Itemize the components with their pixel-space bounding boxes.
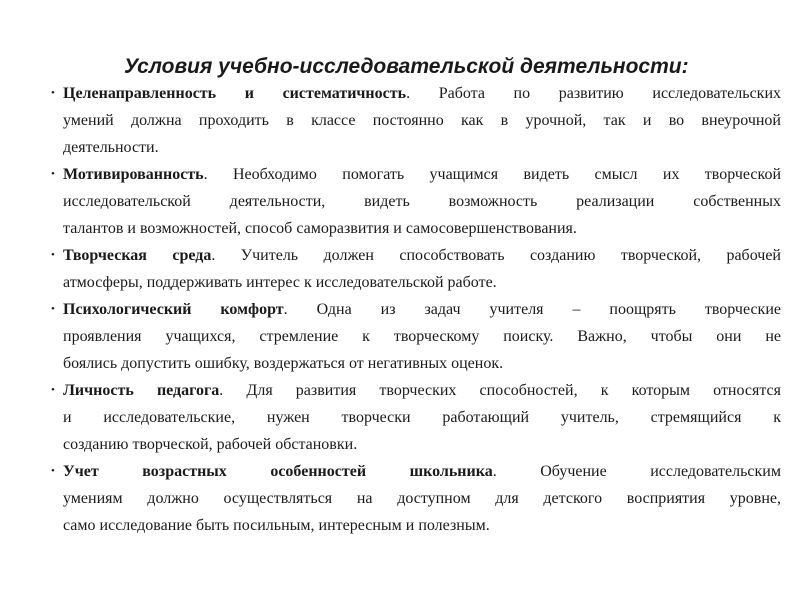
item-line: атмосферы, поддерживать интерес к исследовательской работе. xyxy=(63,274,497,291)
list-item xyxy=(0,377,800,458)
item-line: и исследовательские, нужен творчески работающий учитель, стремящийся к xyxy=(63,409,781,426)
item-text: . Одна из задач учителя – поощрять творческие xyxy=(283,301,781,318)
item-text: . Учитель должен способствовать созданию творческой, рабочей xyxy=(211,247,781,264)
item-line: исследовательской деятельности, видеть возможность реализации собственных xyxy=(63,193,781,210)
item-text: . Необходимо помогать учащимся видеть смысл их творческой xyxy=(203,166,781,183)
item-line: умениям должно осуществляться на доступном для детского восприятия уровне, xyxy=(63,490,781,507)
item-line: талантов и возможностей, способ саморазвития и самосовершенствования. xyxy=(63,220,577,237)
item-lead: Личность педагога xyxy=(63,382,220,399)
list-item xyxy=(0,80,800,161)
item-text: . Работа по развитию исследовательских xyxy=(406,85,781,102)
slide-title: Условия учебно-исследовательской деятельности: xyxy=(124,55,689,78)
item-line xyxy=(0,458,781,485)
item-line: созданию творческой, рабочей обстановки. xyxy=(63,436,358,453)
item-line: само исследование быть посильным, интересным и полезным. xyxy=(63,517,490,534)
conditions-list xyxy=(0,80,800,539)
bullet-icon: • xyxy=(51,465,55,477)
item-lead: Учет возрастных особенностей школьника xyxy=(63,463,493,480)
item-line xyxy=(0,161,781,188)
list-item xyxy=(0,161,800,242)
item-line xyxy=(0,80,781,107)
item-text: . Обучение исследовательским xyxy=(492,463,781,480)
bullet-icon: • xyxy=(51,384,55,396)
item-lead: Мотивированность xyxy=(63,166,204,183)
bullet-icon: • xyxy=(51,249,55,261)
item-lead: Целенаправленность и систематичность xyxy=(63,85,407,102)
item-line: деятельности. xyxy=(63,139,159,156)
item-text: . Для развития творческих способностей, к которым относятся xyxy=(219,382,781,399)
item-line xyxy=(0,296,781,323)
list-item xyxy=(0,242,800,296)
list-item xyxy=(0,296,800,377)
item-line xyxy=(0,242,781,269)
item-line: умений должна проходить в классе постоянно как в урочной, так и во внеурочной xyxy=(63,112,781,129)
bullet-icon: • xyxy=(51,303,55,315)
item-line: проявления учащихся, стремление к творческому поиску. Важно, чтобы они не xyxy=(63,328,781,345)
item-lead: Психологический комфорт xyxy=(63,301,284,318)
bullet-icon: • xyxy=(51,87,55,99)
item-line: боялись допустить ошибку, воздержаться от негативных оценок. xyxy=(63,355,504,372)
item-lead: Творческая среда xyxy=(63,247,212,264)
item-line xyxy=(0,377,781,404)
bullet-icon: • xyxy=(51,168,55,180)
list-item xyxy=(0,458,800,539)
